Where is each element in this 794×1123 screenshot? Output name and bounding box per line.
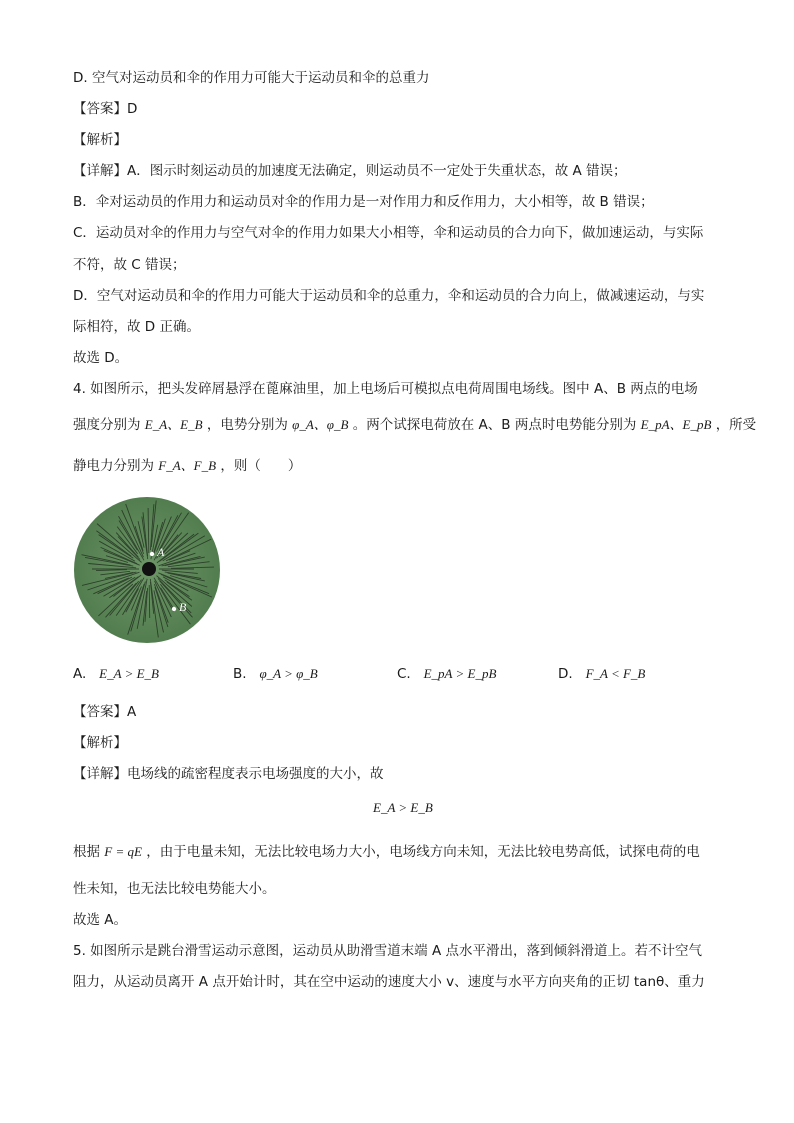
q4-math-force: F_A、F_B: [158, 458, 217, 473]
option-d-text: D. 空气对运动员和伞的作用力可能大于运动员和伞的总重力: [73, 70, 430, 86]
option-a-label: A.: [73, 666, 87, 682]
analysis-4-label: 【解析】: [73, 735, 127, 751]
option-c-label: C.: [397, 666, 411, 682]
q4-text-part: 强度分别为: [73, 417, 141, 433]
q4-text-part: ，电势分别为: [206, 417, 288, 433]
q4-math-energy: E_pA、E_pB: [640, 417, 712, 432]
detail-line-a: 【详解】A．图示时刻运动员的加速度无法确定，则运动员不一定处于失重状态，故 A 错误；: [73, 163, 627, 179]
field-line: [149, 585, 150, 618]
question-4-line-1: 4. 如图所示，把头发碎屑悬浮在蓖麻油里，加上电场后可模拟点电荷周围电场线。图中 A、B 两点的电场: [73, 381, 698, 397]
detail-4-line: 【详解】电场线的疏密程度表示电场强度的大小，故: [73, 766, 384, 782]
option-b: [233, 666, 318, 682]
point-charge: [142, 562, 156, 576]
option-d-expr: F_A < F_B: [585, 666, 646, 681]
option-a: [73, 666, 159, 682]
option-d-label: D.: [558, 666, 573, 682]
option-b-expr: φ_A > φ_B: [259, 666, 318, 681]
point-b-marker: [172, 607, 176, 611]
option-c: [397, 666, 496, 682]
q4-math-potential: φ_A、φ_B: [292, 417, 349, 432]
analysis-label: 【解析】: [73, 132, 127, 148]
point-a-label: A: [157, 545, 165, 559]
detail-line-d2: 际相符，故 D 正确。: [73, 319, 200, 335]
question-4-line-2: [73, 416, 756, 434]
q4-text-part: ，所受: [715, 417, 757, 433]
point-a-marker: [150, 552, 154, 556]
point-b-label: B: [179, 600, 187, 614]
question-4-line-3: [73, 457, 301, 475]
q4-text-part: 静电力分别为: [73, 458, 154, 474]
centered-equation: E_A > E_B: [373, 800, 433, 815]
detail-line-d1: D．空气对运动员和伞的作用力可能大于运动员和伞的总重力，伞和运动员的合力向上，做减速运动，与实: [73, 288, 705, 304]
detail-line-c2: 不符，故 C 错误；: [73, 257, 186, 273]
q4-text-part: ，则（ ）: [220, 458, 302, 474]
question-5-line-2: 阻力，从运动员离开 A 点开始计时，其在空中运动的速度大小 v、速度与水平方向夹角的正切 tanθ、重力: [73, 974, 705, 990]
answer-label: 【答案】D: [73, 101, 138, 117]
reason-line-2: 性未知，也无法比较电势能大小。: [73, 881, 276, 897]
option-d: [558, 666, 645, 682]
reason-line-1: [73, 843, 700, 861]
choose-4-line: 故选 A。: [73, 912, 128, 928]
choose-line: 故选 D。: [73, 350, 129, 366]
q4-text-part: 。两个试探电荷放在 A、B 两点时电势能分别为: [352, 417, 637, 433]
reason-text: ，由于电量未知，无法比较电场力大小，电场线方向未知，无法比较电势高低，试探电荷的电: [146, 844, 700, 860]
detail-line-b: B．伞对运动员的作用力和运动员对伞的作用力是一对作用力和反作用力，大小相等，故 B 错误；: [73, 194, 654, 210]
field-lines-figure: [73, 496, 221, 644]
reason-formula: F = qE: [104, 844, 142, 859]
detail-line-c1: C．运动员对伞的作用力与空气对伞的作用力如果大小相等，伞和运动员的合力向下，做加速运动，与实际: [73, 225, 704, 241]
option-c-expr: E_pA > E_pB: [423, 666, 497, 681]
q4-math-field: E_A、E_B: [144, 417, 203, 432]
option-b-label: B.: [233, 666, 247, 682]
question-5-line-1: 5. 如图所示是跳台滑雪运动示意图，运动员从助滑雪道末端 A 点水平滑出，落到倾斜滑道上。若不计空气: [73, 943, 702, 959]
option-a-expr: E_A > E_B: [99, 666, 159, 681]
reason-text: 根据: [73, 844, 100, 860]
answer-4-label: 【答案】A: [73, 704, 137, 720]
